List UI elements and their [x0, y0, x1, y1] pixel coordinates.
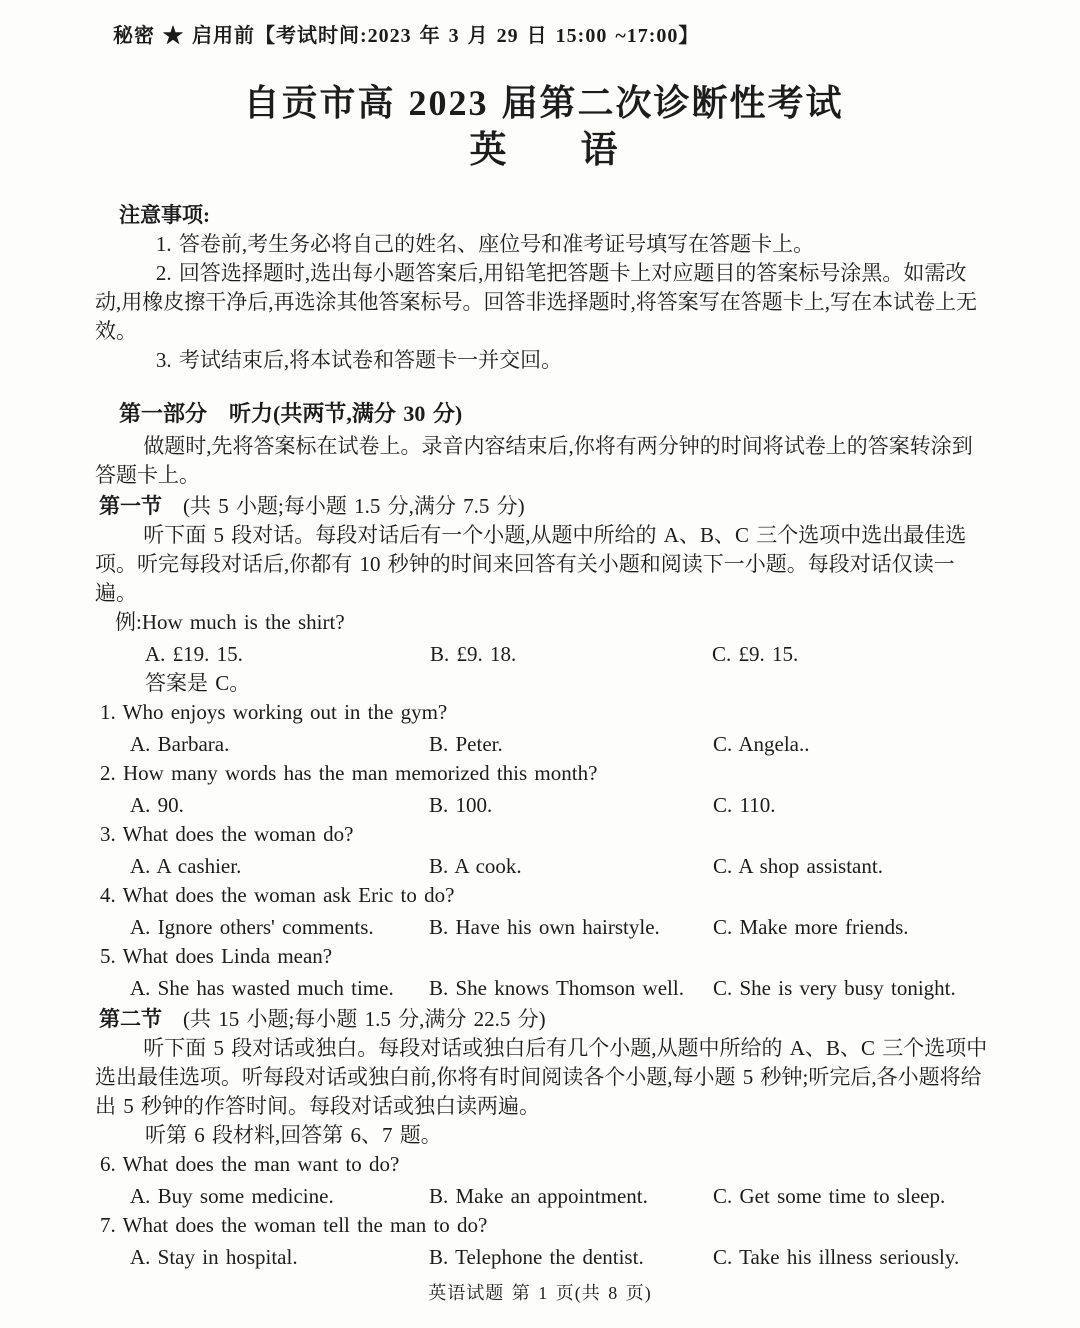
question-7-text: 7. What does the woman tell the man to do? — [100, 1213, 488, 1237]
notice-item-2: 2. 回答选择题时,选出每小题答案后,用铅笔把答题卡上对应题目的答案标号涂黑。如需改动,用橡皮擦干净后,再选涂其他答案标号。回答非选择题时,将答案写在答题卡上,写在本试卷上无效。 — [95, 261, 977, 343]
question-2-text: 2. How many words has the man memorized this month? — [100, 761, 598, 785]
question-1-options — [130, 730, 992, 759]
question-2-option-b: B. 100. — [429, 793, 493, 817]
question-5 — [100, 942, 992, 1003]
notice-item-3: 3. 考试结束后,将本试卷和答题卡一并交回。 — [155, 348, 563, 372]
question-1-option-a: A. Barbara. — [130, 732, 230, 756]
question-4-option-a: A. Ignore others' comments. — [130, 915, 374, 939]
question-1-option-c: C. Angela.. — [713, 732, 810, 756]
question-3-options — [130, 852, 992, 881]
notices-section — [95, 201, 992, 375]
question-5-text: 5. What does Linda mean? — [100, 944, 333, 968]
question-3 — [100, 820, 992, 881]
section1-heading — [99, 492, 992, 521]
question-1-option-b: B. Peter. — [429, 732, 503, 756]
part1-intro: 做题时,先将答案标在试卷上。录音内容结束后,你将有两分钟的时间将试卷上的答案转涂到答题卡上。 — [95, 434, 973, 487]
question-5-options — [130, 974, 992, 1003]
section1-instructions: 听下面 5 段对话。每段对话后有一个小题,从题中所给的 A、B、C 三个选项中选出最佳选项。听完每段对话后,你都有 10 秒钟的时间来回答有关小题和阅读下一小题。每段对话仅读一遍。 — [95, 523, 967, 605]
section1-label: 第一节 — [99, 494, 162, 518]
question-6-option-b: B. Make an appointment. — [429, 1184, 648, 1208]
question-6-options — [130, 1182, 992, 1211]
question-2-option-a: A. 90. — [130, 793, 184, 817]
question-2-options — [130, 791, 992, 820]
section2-label: 第二节 — [99, 1007, 162, 1031]
question-4-option-c: C. Make more friends. — [713, 915, 909, 939]
section1-score-info: (共 5 小题;每小题 1.5 分,满分 7.5 分) — [162, 494, 525, 518]
question-4 — [100, 881, 992, 942]
question-1-text: 1. Who enjoys working out in the gym? — [100, 700, 448, 724]
question-6-text: 6. What does the man want to do? — [100, 1152, 400, 1176]
section2-heading — [99, 1005, 992, 1034]
question-2-option-c: C. 110. — [713, 793, 776, 817]
question-4-option-b: B. Have his own hairstyle. — [429, 915, 660, 939]
question-5-option-a: A. She has wasted much time. — [130, 976, 394, 1000]
question-1 — [100, 698, 992, 759]
page-footer: 英语试题 第 1 页(共 8 页) — [428, 1283, 652, 1303]
example-answer: 答案是 C。 — [145, 671, 251, 695]
section2-score-info: (共 15 小题;每小题 1.5 分,满分 22.5 分) — [162, 1007, 546, 1031]
exam-title: 自贡市高 2023 届第二次诊断性考试 — [243, 83, 844, 123]
question-5-option-c: C. She is very busy tonight. — [713, 976, 956, 1000]
question-6-option-a: A. Buy some medicine. — [130, 1184, 334, 1208]
question-7-option-b: B. Telephone the dentist. — [429, 1245, 644, 1269]
question-7 — [100, 1211, 992, 1272]
example-options — [145, 640, 992, 669]
question-3-option-c: C. A shop assistant. — [713, 854, 883, 878]
question-3-option-a: A. A cashier. — [130, 854, 242, 878]
example-option-b: B. £9. 18. — [430, 642, 517, 666]
question-6 — [100, 1150, 992, 1211]
example-option-c: C. £9. 15. — [712, 642, 799, 666]
question-4-text: 4. What does the woman ask Eric to do? — [100, 883, 455, 907]
secrecy-header: 秘密 ★ 启用前【考试时间:2023 年 3 月 29 日 15:00 ~17:00】 — [113, 25, 700, 47]
example-prompt: 例:How much is the shirt? — [115, 610, 345, 634]
material-note: 听第 6 段材料,回答第 6、7 题。 — [145, 1123, 442, 1147]
question-7-option-a: A. Stay in hospital. — [130, 1245, 298, 1269]
section2-instructions: 听下面 5 段对话或独白。每段对话或独白后有几个小题,从题中所给的 A、B、C 三个选项中选出最佳选项。听每段对话或独白前,你将有时间阅读各个小题,每小题 5 秒钟;听完后,各小题将给出 5 秒钟的作答时间。每段对话或独白读两遍。 — [95, 1036, 988, 1118]
question-7-options — [130, 1243, 992, 1272]
question-7-option-c: C. Take his illness seriously. — [713, 1245, 960, 1269]
question-3-text: 3. What does the woman do? — [100, 822, 354, 846]
example-option-a: A. £19. 15. — [145, 642, 243, 666]
notices-heading: 注意事项: — [119, 203, 210, 227]
part1-heading: 第一部分 听力(共两节,满分 30 分) — [119, 401, 463, 426]
question-6-option-c: C. Get some time to sleep. — [713, 1184, 946, 1208]
question-5-option-b: B. She knows Thomson well. — [429, 976, 684, 1000]
question-4-options — [130, 913, 992, 942]
question-3-option-b: B. A cook. — [429, 854, 522, 878]
subject-title: 英 语 — [469, 130, 618, 171]
question-2 — [100, 759, 992, 820]
notice-item-1: 1. 答卷前,考生务必将自己的姓名、座位号和准考证号填写在答题卡上。 — [155, 232, 815, 256]
